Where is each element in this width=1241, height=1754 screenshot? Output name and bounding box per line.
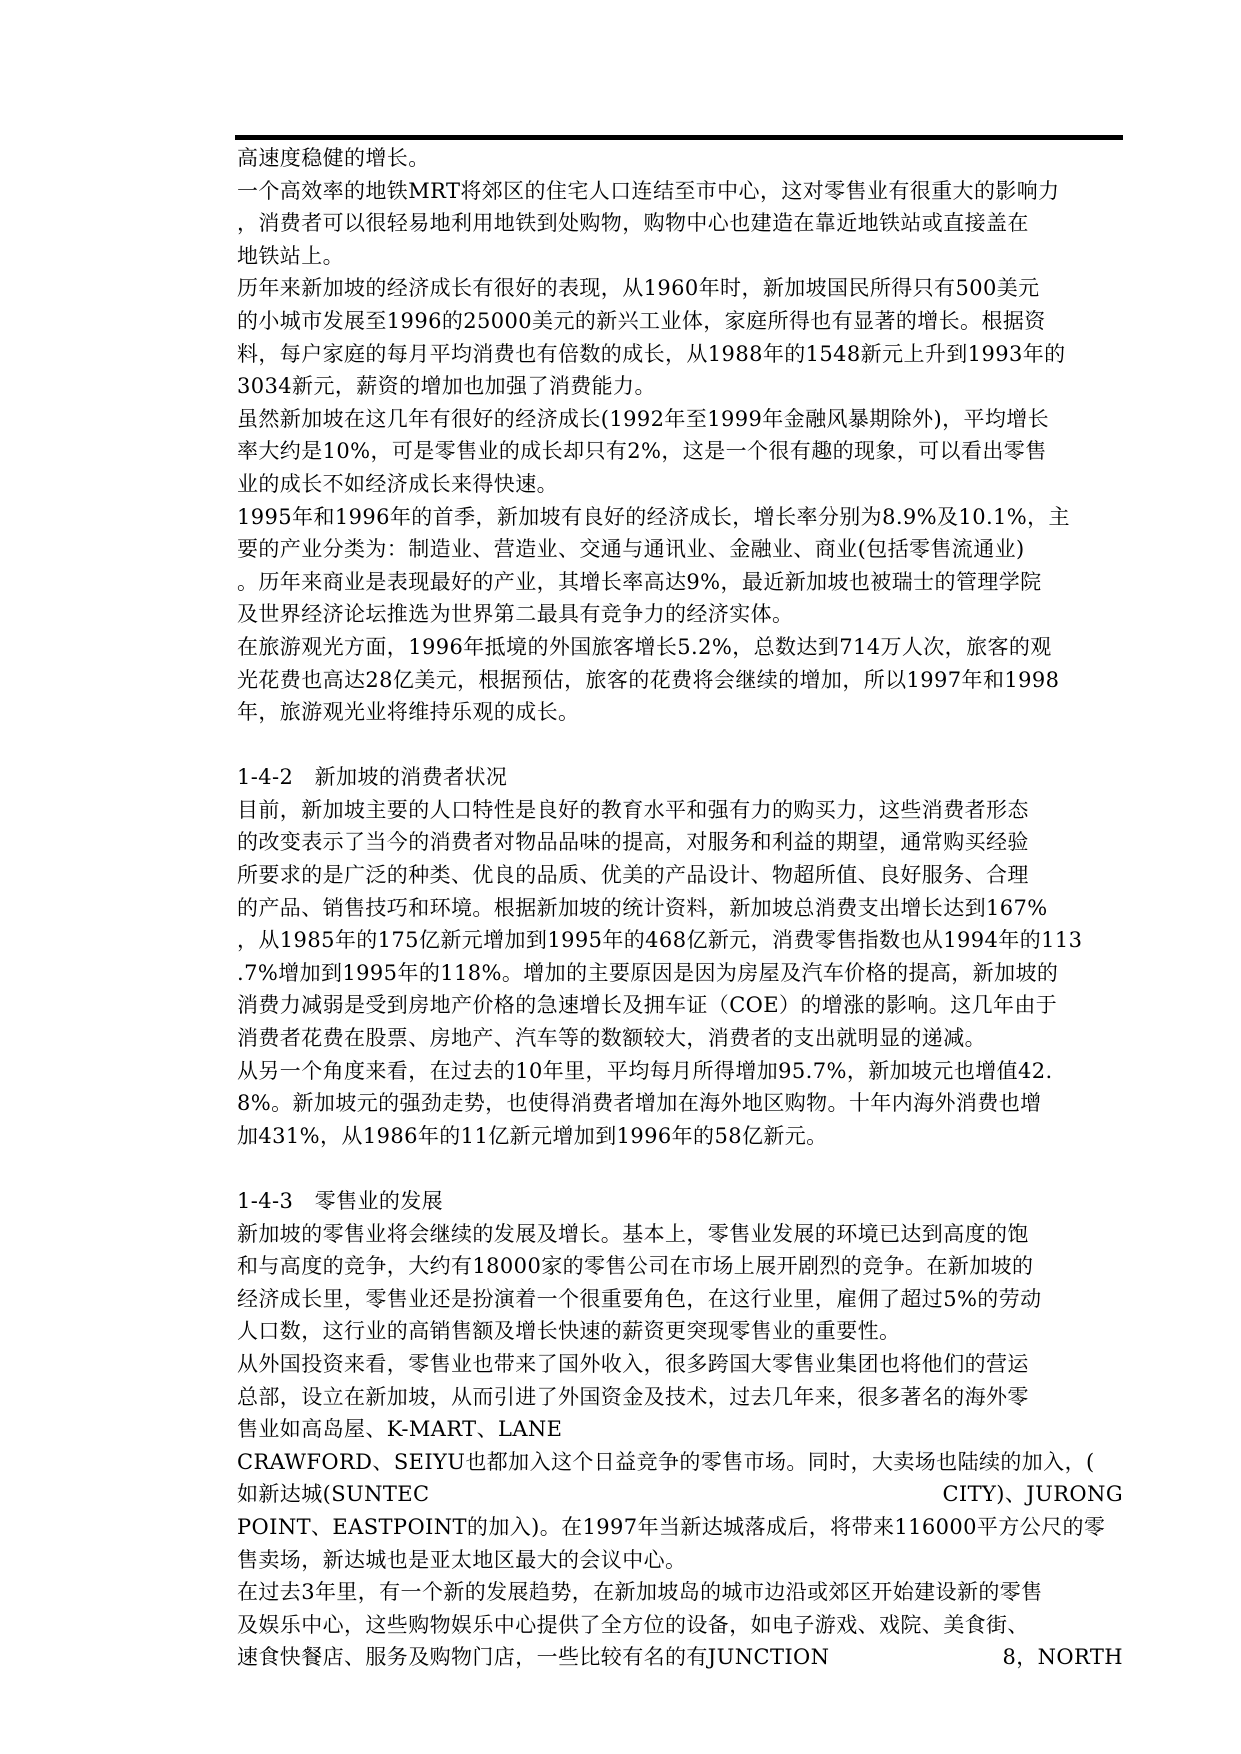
blank-line [237,729,1123,762]
text-line: 总部，设立在新加坡，从而引进了外国资金及技术，过去几年来，很多著名的海外零 [237,1384,1029,1409]
text-line [237,1478,1123,1511]
text-line: 从另一个角度来看，在过去的10年里，平均每月所得增加95.7%，新加坡元也增值42. [237,1058,1053,1083]
blank-line [237,1152,1123,1185]
text-line: 率大约是10%，可是零售业的成长却只有2%，这是一个很有趣的现象，可以看出零售 [237,439,1047,464]
text-line: 新加坡的零售业将会继续的发展及增长。基本上，零售业发展的环境已达到高度的饱 [237,1221,1029,1246]
text-line: 售卖场，新达城也是亚太地区最大的会议中心。 [237,1547,687,1572]
text-line: 8%。新加坡元的强劲走势，也使得消费者增加在海外地区购物。十年内海外消费也增 [237,1091,1042,1116]
header-rule [235,135,1123,140]
text-line: POINT、EASTPOINT的加入)。在1997年当新达城落成后，将带来116000平方公尺的零 [237,1514,1106,1539]
text-line: 消费力减弱是受到房地产价格的急速增长及拥车证（COE）的增涨的影响。这几年由于 [237,993,1058,1018]
text-line: 的改变表示了当今的消费者对物品品味的提高，对服务和利益的期望，通常购买经验 [237,830,1029,855]
section-heading: 1-4-2 新加坡的消费者状况 [237,765,508,790]
text-line-segment: 8，NORTH [1002,1645,1123,1670]
text-line [237,1641,1123,1674]
text-line-segment: CITY)、JURONG [942,1482,1123,1507]
text-line: 在旅游观光方面，1996年抵境的外国旅客增长5.2%，总数达到714万人次，旅客的观 [237,634,1052,659]
text-line: 目前，新加坡主要的人口特性是良好的教育水平和强有力的购买力，这些消费者形态 [237,797,1029,822]
text-line: 业的成长不如经济成长来得快速。 [237,471,558,496]
text-line: 的小城市发展至1996的25000美元的新兴工业体，家庭所得也有显著的增长。根据资 [237,308,1046,333]
text-line: 在过去3年里，有一个新的发展趋势，在新加坡岛的城市边沿或郊区开始建设新的零售 [237,1580,1043,1605]
text-line: ，消费者可以很轻易地利用地铁到处购物，购物中心也建造在靠近地铁站或直接盖在 [237,211,1029,236]
text-line: 料，每户家庭的每月平均消费也有倍数的成长，从1988年的1548新元上升到1993年的 [237,341,1066,366]
text-line: 和与高度的竞争，大约有18000家的零售公司在市场上展开剧烈的竞争。在新加坡的 [237,1254,1034,1279]
text-line: 的产品、销售技巧和环境。根据新加坡的统计资料，新加坡总消费支出增长达到167% [237,895,1048,920]
text-line: 虽然新加坡在这几年有很好的经济成长(1992年至1999年金融风暴期除外)，平均增长 [237,406,1050,431]
text-line: CRAWFORD、SEIYU也都加入这个日益竞争的零售市场。同时，大卖场也陆续的加入，( [237,1449,1095,1474]
text-line: 售业如高岛屋、K-MART、LANE [237,1417,563,1442]
text-line: .7%增加到1995年的118%。增加的主要原因是因为房屋及汽车价格的提高，新加坡的 [237,960,1059,985]
document-body [237,142,1123,1674]
text-line: 高速度稳健的增长。 [237,146,430,170]
text-line: 。历年来商业是表现最好的产业，其增长率高达9%，最近新加坡也被瑞士的管理学院 [237,569,1042,594]
text-line: 消费者花费在股票、房地产、汽车等的数额较大，消费者的支出就明显的递减。 [237,1026,986,1051]
text-line: 一个高效率的地铁MRT将郊区的住宅人口连结至市中心，这对零售业有很重大的影响力 [237,178,1060,203]
text-line: 及世界经济论坛推选为世界第二最具有竞争力的经济实体。 [237,602,794,627]
text-line-segment: 速食快餐店、服务及购物门店，一些比较有名的有JUNCTION [237,1645,830,1670]
text-line: 历年来新加坡的经济成长有很好的表现，从1960年时，新加坡国民所得只有500美元 [237,276,1040,301]
text-line-segment: 如新达城(SUNTEC [237,1482,430,1507]
text-line: 从外国投资来看，零售业也带来了国外收入，很多跨国大零售业集团也将他们的营运 [237,1351,1029,1376]
text-line: 人口数，这行业的高销售额及增长快速的薪资更突现零售业的重要性。 [237,1319,901,1344]
text-line: 3034新元，薪资的增加也加强了消费能力。 [237,374,656,399]
text-line: 加431%，从1986年的11亿新元增加到1996年的58亿新元。 [237,1123,828,1148]
text-line: 所要求的是广泛的种类、优良的品质、优美的产品设计、物超所值、良好服务、合理 [237,863,1029,888]
text-line: 地铁站上。 [237,243,344,268]
text-line: 要的产业分类为：制造业、营造业、交通与通讯业、金融业、商业(包括零售流通业) [237,537,1025,562]
text-line: 经济成长里，零售业还是扮演着一个很重要角色，在这行业里，雇佣了超过5%的劳动 [237,1286,1042,1311]
text-line: ，从1985年的175亿新元增加到1995年的468亿新元，消费零售指数也从1994年的113 [237,928,1083,953]
text-line: 年，旅游观光业将维持乐观的成长。 [237,700,580,725]
text-line: 光花费也高达28亿美元，根据预估，旅客的花费将会继续的增加，所以1997年和1998 [237,667,1060,692]
text-line: 1995年和1996年的首季，新加坡有良好的经济成长，增长率分别为8.9%及10.1%，主 [237,504,1070,529]
text-line: 及娱乐中心，这些购物娱乐中心提供了全方位的设备，如电子游戏、戏院、美食街、 [237,1612,1029,1637]
section-heading: 1-4-3 零售业的发展 [237,1189,444,1213]
